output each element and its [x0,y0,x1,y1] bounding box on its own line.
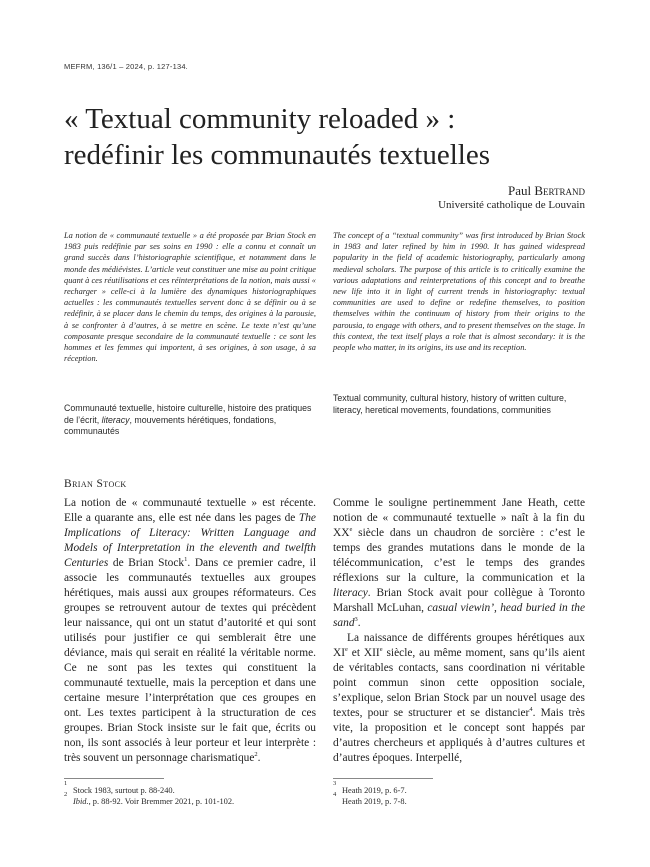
text-run: . [257,752,261,764]
body-paragraph [333,496,585,631]
author-affiliation: Université catholique de Louvain [438,199,585,211]
author-first-name: Paul [507,183,532,198]
keywords-french [64,403,316,438]
footnote: 1 Stock 1983, surtout p. 88-240. [64,780,175,795]
footnote: 3 Heath 2019, p. 6-7. [333,780,407,795]
footnote-ref-2[interactable]: 2 [254,751,258,759]
text-run: siècle dans un chaudron de sorcière : c’est le temps des grandes mutations dans le monde de la télécommunication, c’est le temps des grandes réflexions sur la culture, la communication et la [333,527,585,584]
superscript: e [379,646,383,654]
title-line-2: redéfinir les communautés textuelles [64,139,490,171]
journal-reference: MEFRM, 136/1 – 2024, p. 127-134. [64,62,188,71]
text-run: . Mais très vite, la proposition et le concept sont happés par d’autres chercheurs et appliqués à d’autres cultures et d’autres époques. Interpellé, [333,707,585,764]
text-run: de Brian Stock [108,557,185,569]
keywords-english: Textual community, cultural history, history of written culture, literacy, heretical movements, foundations, communities [333,393,567,415]
body-column-right [333,496,585,766]
text-run: . Brian Stock avait pour collègue à Toronto Marshall McLuhan, [333,587,585,614]
keywords-fr-part-2: , mouvements hérétiques, fondations, communautés [64,414,277,436]
author-name [508,183,585,199]
body-paragraph [333,631,585,766]
footnote: 2 Ibid., p. 88-92. Voir Bremmer 2021, p. 101-102. [64,791,235,806]
body-column-left [64,496,316,766]
book-title: The Implications of Literacy: Written Language and Models of Interpretation in the eleventh and twelfth Centuries [64,512,316,569]
body-paragraph [64,496,316,766]
superscript: e [349,526,353,534]
section-heading: Brian Stock [64,478,127,490]
text-run: siècle, au même moment, sans qu’ils aient de véritables contacts, sans coordination ni véritable point commun sinon cette opposition sociale, s’explique, selon Brian Stock par un nouvel usage des textes, pour se structurer et se distancier [333,647,585,719]
text-run: La naissance de différents groupes hérétiques aux XI [333,632,585,659]
title-line-1: « Textual community reloaded » : [64,103,456,135]
superscript: e [345,646,348,654]
keywords-fr-part-1: Communauté textuelle, histoire culturelle, histoire des pratiques de l’écrit, [64,403,312,425]
footnotes-left [64,780,316,807]
text-run: . [357,617,361,629]
footnote-divider-left [64,778,164,779]
text-run: . Dans ce premier cadre, il associe les communautés textuelles aux groupes hérétiques, mais aussi aux groupes réformateurs. Ces groupes se retrouvent autour de textes qui précèdent leur naissance, qui ont un statut d’autorité et qui sont utilisés pour justifier ce qui semblerait être une déviance, mais qui serait en réalité la véritable norme. Ce ne sont pas les textes qui constituent la communauté textuelle, mais la perception et dans une certaine mesure l’interprétation que ces groupes en ont. Les textes participent à la structuration de ces groupes. Brian Stock insiste sur le fait que, écrits ou non, ils sont associés à leur porteur et leur interprète : très souvent un personnage charismatique [64,557,317,764]
footnote: 4 Heath 2019, p. 7-8. [333,791,407,806]
footnote-text: , p. 88-92. Voir Bremmer 2021, p. 101-102. [88,797,235,806]
abstract-french: La notion de « communauté textuelle » a été proposée par Brian Stock en 1983 puis redéfinie par ses soins en 1990 : elle a connu et connaît un grand succès dans l’historiographie scientifique, et notamment dans le monde des médiévistes. L’article veut constituer une mise au point critique quant à ces réutilisations et ces réinterprétations de la notion, mais aussi « recharger » celle-ci à la lumière des dynamiques historiographiques actuelles : les communautés textuelles servent donc à se définir ou à se redéfinir, à se placer dans le chemin du temps, des origines à la parousie, à se confronter à d’autres, à se mettre en scène. Le texte n’est qu’une composante presque secondaire de la communauté textuelle : ce sont les hommes et les femmes qui importent, à ses origines, à son usage, à sa réception. [64,231,316,364]
text-run: et XII [347,647,380,659]
footnote-ref-3[interactable]: 3 [354,616,358,624]
italic-term: literacy [333,587,368,599]
footnote-ref-1[interactable]: 1 [184,556,188,564]
article-title [64,101,604,173]
footnote-text: Stock 1983, surtout p. 88-240. [73,786,175,795]
footnote-text: Heath 2019, p. 6-7. [342,786,407,795]
footnote-italic: Ibid. [73,797,89,806]
text-run: Comme le souligne pertinemment Jane Heath, cette notion de « communauté textuelle » naît à la fin du XX [333,497,585,539]
italic-quote: casual viewin’, head buried in the sand [333,602,585,629]
abstract-english: The concept of a “textual community” was first introduced by Brian Stock in 1983 and later refined by him in 1990. It has gained widespread popularity in the field of academic historiography, particularly among medieval scholars. The purpose of this article is to critically examine the various adaptations and reinterpretations of this concept and to breathe new life into it in light of current trends in historiography: textual communities are used to define or redefine themselves, to position themselves within the continuum of history from their origins to the parousia, to engage with others, and to present themselves on the stage. In this context, the text itself plays a role that is almost secondary: it is the people who matter, in its origins, its use and its reception. [333,231,585,353]
keywords-fr-italic: literacy [101,414,130,425]
text-run: La notion de « communauté textuelle » est récente. Elle a quarante ans, elle est née dans les pages de [64,497,316,524]
footnotes-right [333,780,585,807]
footnote-ref-4[interactable]: 4 [529,706,533,714]
footnote-text: Heath 2019, p. 7-8. [342,797,407,806]
footnote-divider-right [333,778,433,779]
author-last-name: Bertrand [534,183,585,198]
